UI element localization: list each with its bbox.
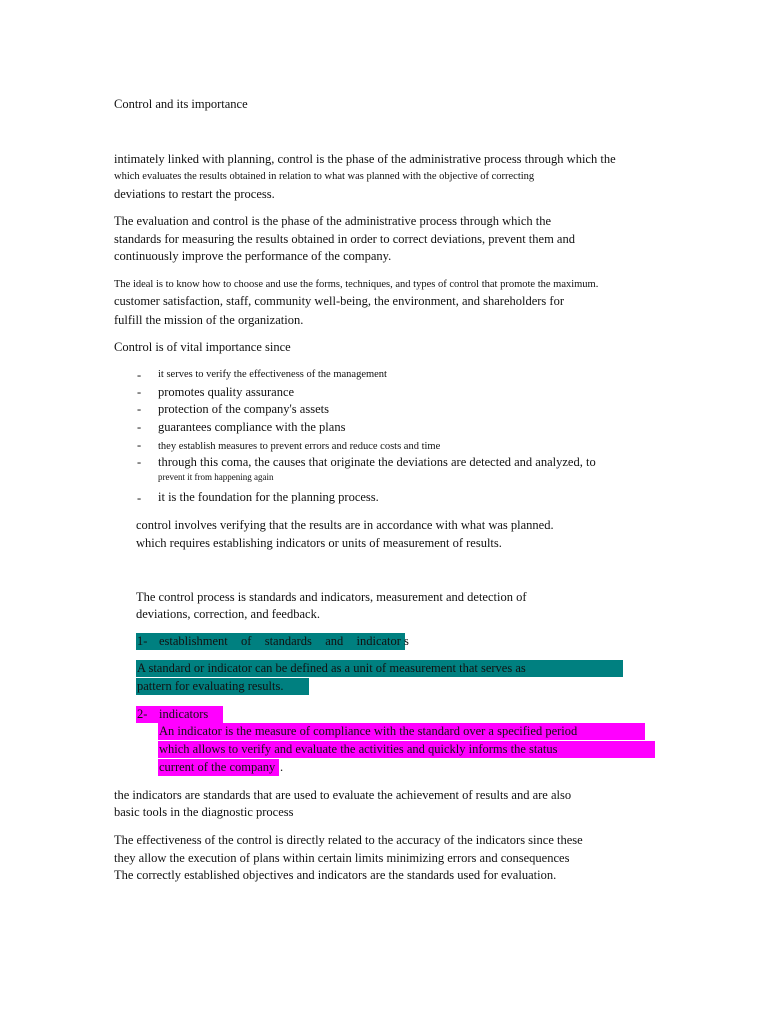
bullet-item-continuation: prevent it from happening again	[158, 472, 274, 482]
para3-line3: fulfill the mission of the organization.	[114, 313, 304, 327]
para6-line2: basic tools in the diagnostic process	[114, 805, 294, 819]
para2-line2: standards for measuring the results obtained in order to correct deviations, prevent them and	[114, 232, 575, 246]
step1-word: establishment	[159, 634, 228, 648]
para6-line1: the indicators are standards that are used to evaluate the achievement of results and are also	[114, 788, 572, 802]
para7-line1: The effectiveness of the control is directly related to the accuracy of the indicators since these	[114, 833, 583, 847]
document-title: Control and its importance	[114, 97, 248, 111]
step1-heading	[159, 633, 401, 650]
step2-number: 2-	[137, 707, 148, 721]
bullet-item: through this coma, the causes that originate the deviations are detected and analyzed, to	[158, 455, 596, 469]
step2-heading: indicators	[159, 707, 209, 721]
bullet-marker: -	[137, 455, 142, 469]
step1-word: standards	[264, 634, 312, 648]
bullet-marker: -	[137, 402, 142, 416]
step2-definition-line2: which allows to verify and evaluate the activities and quickly informs the status	[159, 742, 558, 756]
step1-word: and	[325, 634, 344, 648]
bullet-marker: -	[137, 368, 142, 382]
bullet-marker: -	[137, 491, 142, 505]
para2-line3: continuously improve the performance of the company.	[114, 249, 392, 263]
bullet-item: it serves to verify the effectiveness of the management	[158, 369, 387, 380]
step1-number: 1-	[137, 634, 148, 648]
para7-line3: The correctly established objectives and indicators are the standards used for evaluation.	[114, 868, 557, 882]
bullet-marker: -	[137, 438, 142, 452]
bullet-item: it is the foundation for the planning process.	[158, 490, 379, 504]
bullet-marker: -	[137, 385, 142, 399]
para1-line3: deviations to restart the process.	[114, 187, 275, 201]
bullet-item: they establish measures to prevent errors and reduce costs and time	[158, 441, 441, 452]
para4-line1: control involves verifying that the results are in accordance with what was planned.	[136, 518, 554, 532]
para7-line2: they allow the execution of plans within certain limits minimizing errors and consequences	[114, 851, 570, 865]
step2-definition-tail: .	[280, 760, 284, 774]
bullet-marker: -	[137, 420, 142, 434]
step1-definition-line1: A standard or indicator can be defined as a unit of measurement that serves as	[137, 661, 526, 675]
para3-line2: customer satisfaction, staff, community well-being, the environment, and shareholders for	[114, 294, 564, 308]
bullet-item: guarantees compliance with the plans	[158, 420, 346, 434]
step1-definition-line2: pattern for evaluating results.	[137, 679, 284, 693]
bullet-item: protection of the company's assets	[158, 402, 329, 416]
para4-line2: which requires establishing indicators or units of measurement of results.	[136, 536, 502, 550]
step1-word: indicator	[356, 634, 401, 648]
para5-line2: deviations, correction, and feedback.	[136, 607, 320, 621]
bullet-item: promotes quality assurance	[158, 385, 295, 399]
para1-line1: intimately linked with planning, control is the phase of the administrative process through which the	[114, 152, 616, 166]
para2-line1: The evaluation and control is the phase of the administrative process through which the	[114, 214, 552, 228]
step1-heading-tail: s	[404, 634, 409, 648]
importance-intro: Control is of vital importance since	[114, 340, 291, 354]
para3-line1: The ideal is to know how to choose and use the forms, techniques, and types of control that promote the maximum.	[114, 279, 599, 290]
para1-line2: which evaluates the results obtained in relation to what was planned with the objective of correcting	[114, 171, 535, 182]
step2-definition-line3: current of the company	[159, 760, 276, 774]
step2-definition-line1: An indicator is the measure of compliance with the standard over a specified period	[159, 724, 578, 738]
step1-word: of	[241, 634, 252, 648]
para5-line1: The control process is standards and indicators, measurement and detection of	[136, 590, 527, 604]
